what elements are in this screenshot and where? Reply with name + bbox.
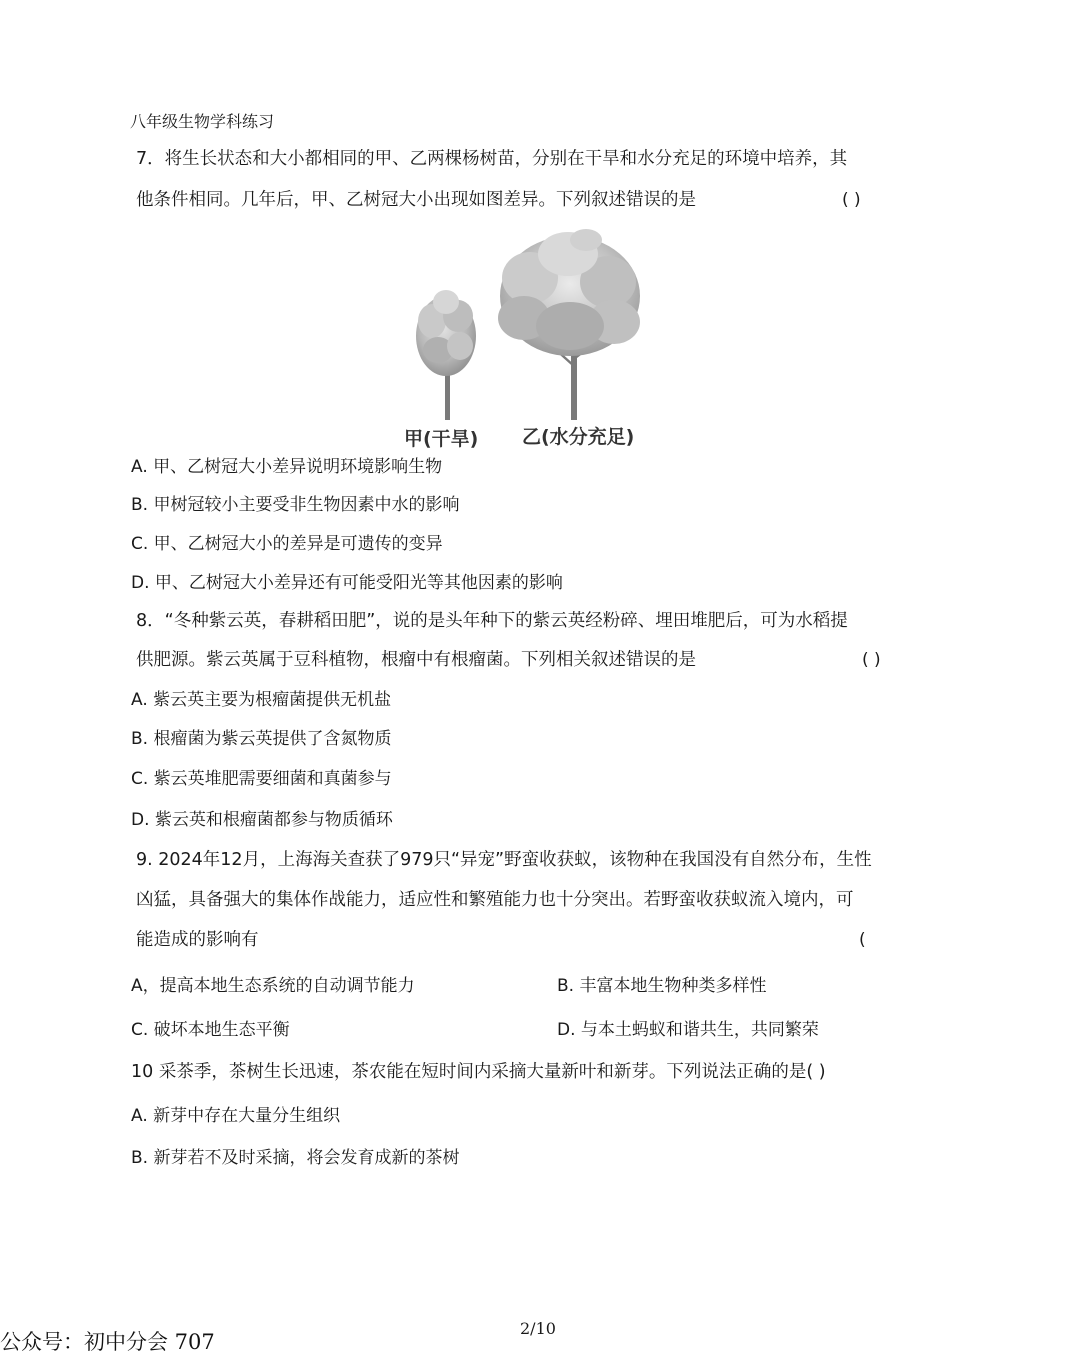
q7-option-c: C. 甲、乙树冠大小的差异是可遗传的变异: [131, 534, 443, 554]
q9-option-c: C. 破坏本地生态平衡: [131, 1020, 290, 1040]
q9-stem-line2: 凶猛，具备强大的集体作战能力，适应性和繁殖能力也十分突出。若野蛮收获蚁流入境内，可: [136, 890, 854, 910]
q9-option-b: B. 丰富本地生物种类多样性: [557, 976, 767, 996]
q7-stem-line1: 7．将生长状态和大小都相同的甲、乙两棵杨树苗，分别在干旱和水分充足的环境中培养，其: [136, 149, 848, 169]
large-tree-icon: [498, 229, 640, 420]
figure-label-water: 乙(水分充足): [522, 426, 635, 448]
q10-option-a: A. 新芽中存在大量分生组织: [131, 1106, 341, 1126]
q9-option-d: D. 与本土蚂蚁和谐共生，共同繁荣: [557, 1020, 819, 1040]
q8-stem-line2: 供肥源。紫云英属于豆科植物，根瘤中有根瘤菌。下列相关叙述错误的是: [136, 650, 696, 670]
q10-stem-line1: 10 采茶季，茶树生长迅速，茶农能在短时间内采摘大量新叶和新芽。下列说法正确的是( ): [131, 1062, 826, 1082]
q7-stem-line2: 他条件相同。几年后，甲、乙树冠大小出现如图差异。下列叙述错误的是: [136, 190, 696, 210]
q8-option-c: C. 紫云英堆肥需要细菌和真菌参与: [131, 769, 392, 789]
q9-stem-line1: 9. 2024年12月，上海海关查获了979只“异宠”野蛮收获蚁，该物种在我国没有自然分布，生性: [136, 850, 872, 870]
q9-answer-paren: (: [859, 930, 866, 950]
page-number: 2/10: [520, 1319, 556, 1338]
q8-option-b: B. 根瘤菌为紫云英提供了含氮物质: [131, 729, 392, 749]
q7-option-a: A. 甲、乙树冠大小差异说明环境影响生物: [131, 457, 443, 477]
q7-tree-figure: [398, 226, 658, 452]
figure-label-drought: 甲(干旱): [404, 428, 479, 450]
q8-option-d: D. 紫云英和根瘤菌都参与物质循环: [131, 810, 393, 830]
q8-option-a: A. 紫云英主要为根瘤菌提供无机盐: [131, 690, 392, 710]
page-header-title: 八年级生物学科练习: [130, 112, 275, 131]
q9-option-a: A，提高本地生态系统的自动调节能力: [131, 976, 415, 996]
small-tree-icon: [416, 290, 476, 420]
q7-option-b: B. 甲树冠较小主要受非生物因素中水的影响: [131, 495, 460, 515]
q8-stem-line1: 8．“冬种紫云英，春耕稻田肥”，说的是头年种下的紫云英经粉碎、埋田堆肥后，可为水稻提: [136, 611, 848, 631]
tree-illustration: [398, 226, 658, 452]
q8-answer-paren: ( ): [862, 650, 881, 670]
q7-option-d: D. 甲、乙树冠大小差异还有可能受阳光等其他因素的影响: [131, 573, 563, 593]
q10-option-b: B. 新芽若不及时采摘，将会发育成新的茶树: [131, 1148, 460, 1168]
q7-answer-paren: ( ): [842, 190, 861, 210]
footer-watermark: 公众号：初中分会 707: [0, 1330, 215, 1354]
q9-stem-line3: 能造成的影响有: [136, 930, 259, 950]
